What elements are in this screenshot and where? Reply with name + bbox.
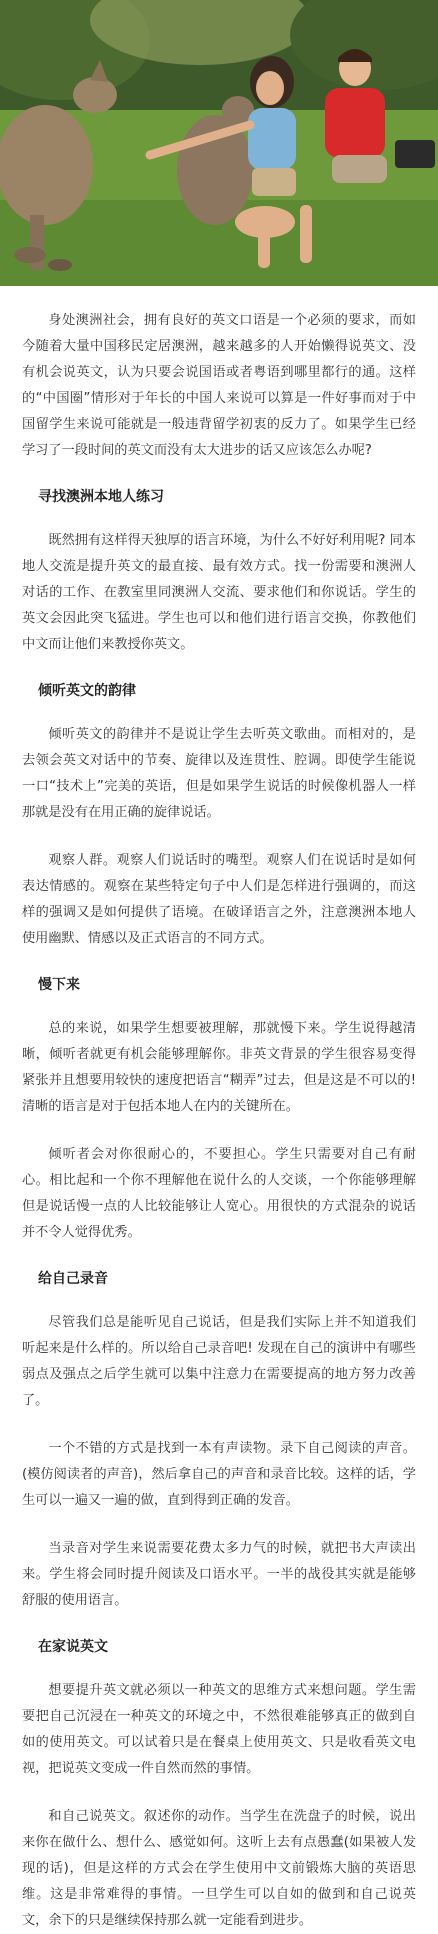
section-paragraph: 和自己说英文。叙述你的动作。当学生在洗盘子的时候，说出来你在做什么、想什么、感觉如何。这听上去有点愚蠢(如果被人发现的话)，但是这样的方式会在学生使用中文前锻炼大脑的英语思维。这是非常难得的事情。一旦学生可以自如的做到和自己说英文，余下的只是继续保持那么就一定能看到进步。 [22,1809,416,1928]
intro-paragraph: 身处澳洲社会，拥有良好的英文口语是一个必须的要求，而如今随着大量中国移民定居澳洲，越来越多的人开始懒得说英文、没有机会说英文，认为只要会说国语或者粤语到哪里都行的通。这样的“中国圈”情形对于年长的中国人来说可以算是一件好事而对于中国留学生来说可能就是一般违背留学初衷的反力了。如果学生已经学习了一段时间的英文而没有太大进步的话又应该怎么办呢? [22,313,416,458]
section-paragraph: 一个不错的方式是找到一本有声读物。录下自己阅读的声音。(模仿阅读者的声音)，然后拿自己的声音和录音比较。这样的话，学生可以一遍又一遍的做，直到得到正确的发音。 [22,1441,416,1508]
section-heading-find-locals: 寻找澳洲本地人练习 [38,489,164,505]
section-heading-record-yourself: 给自己录音 [38,1271,108,1287]
section-heading-speak-at-home: 在家说英文 [38,1639,108,1655]
section-paragraph: 倾听者会对你很耐心的，不要担心。学生只需要对自己有耐心。相比起和一个你不理解他在说什么的人交谈，一个你能够理解但是说话慢一点的人比较能够让人宽心。用很快的方式混杂的说话并不令人觉得优秀。 [22,1147,416,1240]
section-paragraph: 尽管我们总是能听见自己说话，但是我们实际上并不知道我们听起来是什么样的。所以给自己录音吧! 发现在自己的演讲中有哪些弱点及强点之后学生就可以集中注意力在需要提高的地方努力改善了。 [22,1315,416,1408]
section-heading-rhythm: 倾听英文的韵律 [38,683,136,699]
section-paragraph: 当录音对学生来说需要花费太多力气的时候，就把书大声读出来。学生将会同时提升阅读及口语水平。一半的战役其实就是能够舒服的使用语言。 [22,1541,416,1608]
hero-illustration [0,0,438,286]
section-heading-slow-down: 慢下来 [38,977,80,993]
section-paragraph: 既然拥有这样得天独厚的语言环境，为什么不好好利用呢? 同本地人交流是提升英文的最直接、最有效方式。找一份需要和澳洲人对话的工作、在教室里同澳洲人交流、要求他们和你说话。学生的英文会因此突飞猛进。学生也可以和他们进行语言交换，你教他们中文而让他们来教授你英文。 [22,533,416,652]
hero-photo [0,0,438,286]
section-paragraph: 想要提升英文就必须以一种英文的思维方式来想问题。学生需要把自己沉浸在一种英文的环境之中，不然很难能够真正的做到自如的使用英文。可以试着只是在餐桌上使用英文、只是收看英文电视，把说英文变成一件自然而然的事情。 [22,1683,416,1776]
article-body [0,286,438,1934]
section-paragraph: 观察人群。观察人们说话时的嘴型。观察人们在说话时是如何表达情感的。观察在某些特定句子中人们是怎样进行强调的，而这样的强调又是如何提供了语境。在破译语言之外，注意澳洲本地人使用幽默、情感以及正式语言的不同方式。 [22,853,416,946]
section-paragraph: 倾听英文的韵律并不是说让学生去听英文歌曲。而相对的，是去领会英文对话中的节奏、旋律以及连贯性、腔调。即使学生能说一口“技术上”完美的英语，但是如果学生说话的时候像机器人一样那就是没有在用正确的旋律说话。 [22,727,416,820]
section-paragraph: 总的来说，如果学生想要被理解，那就慢下来。学生说得越清晰，倾听者就更有机会能够理解你。非英文背景的学生很容易变得紧张并且想要用较快的速度把语言“糊弄”过去，但是这是不可以的! 清晰的语言是对于包括本地人在内的关键所在。 [22,1021,416,1114]
